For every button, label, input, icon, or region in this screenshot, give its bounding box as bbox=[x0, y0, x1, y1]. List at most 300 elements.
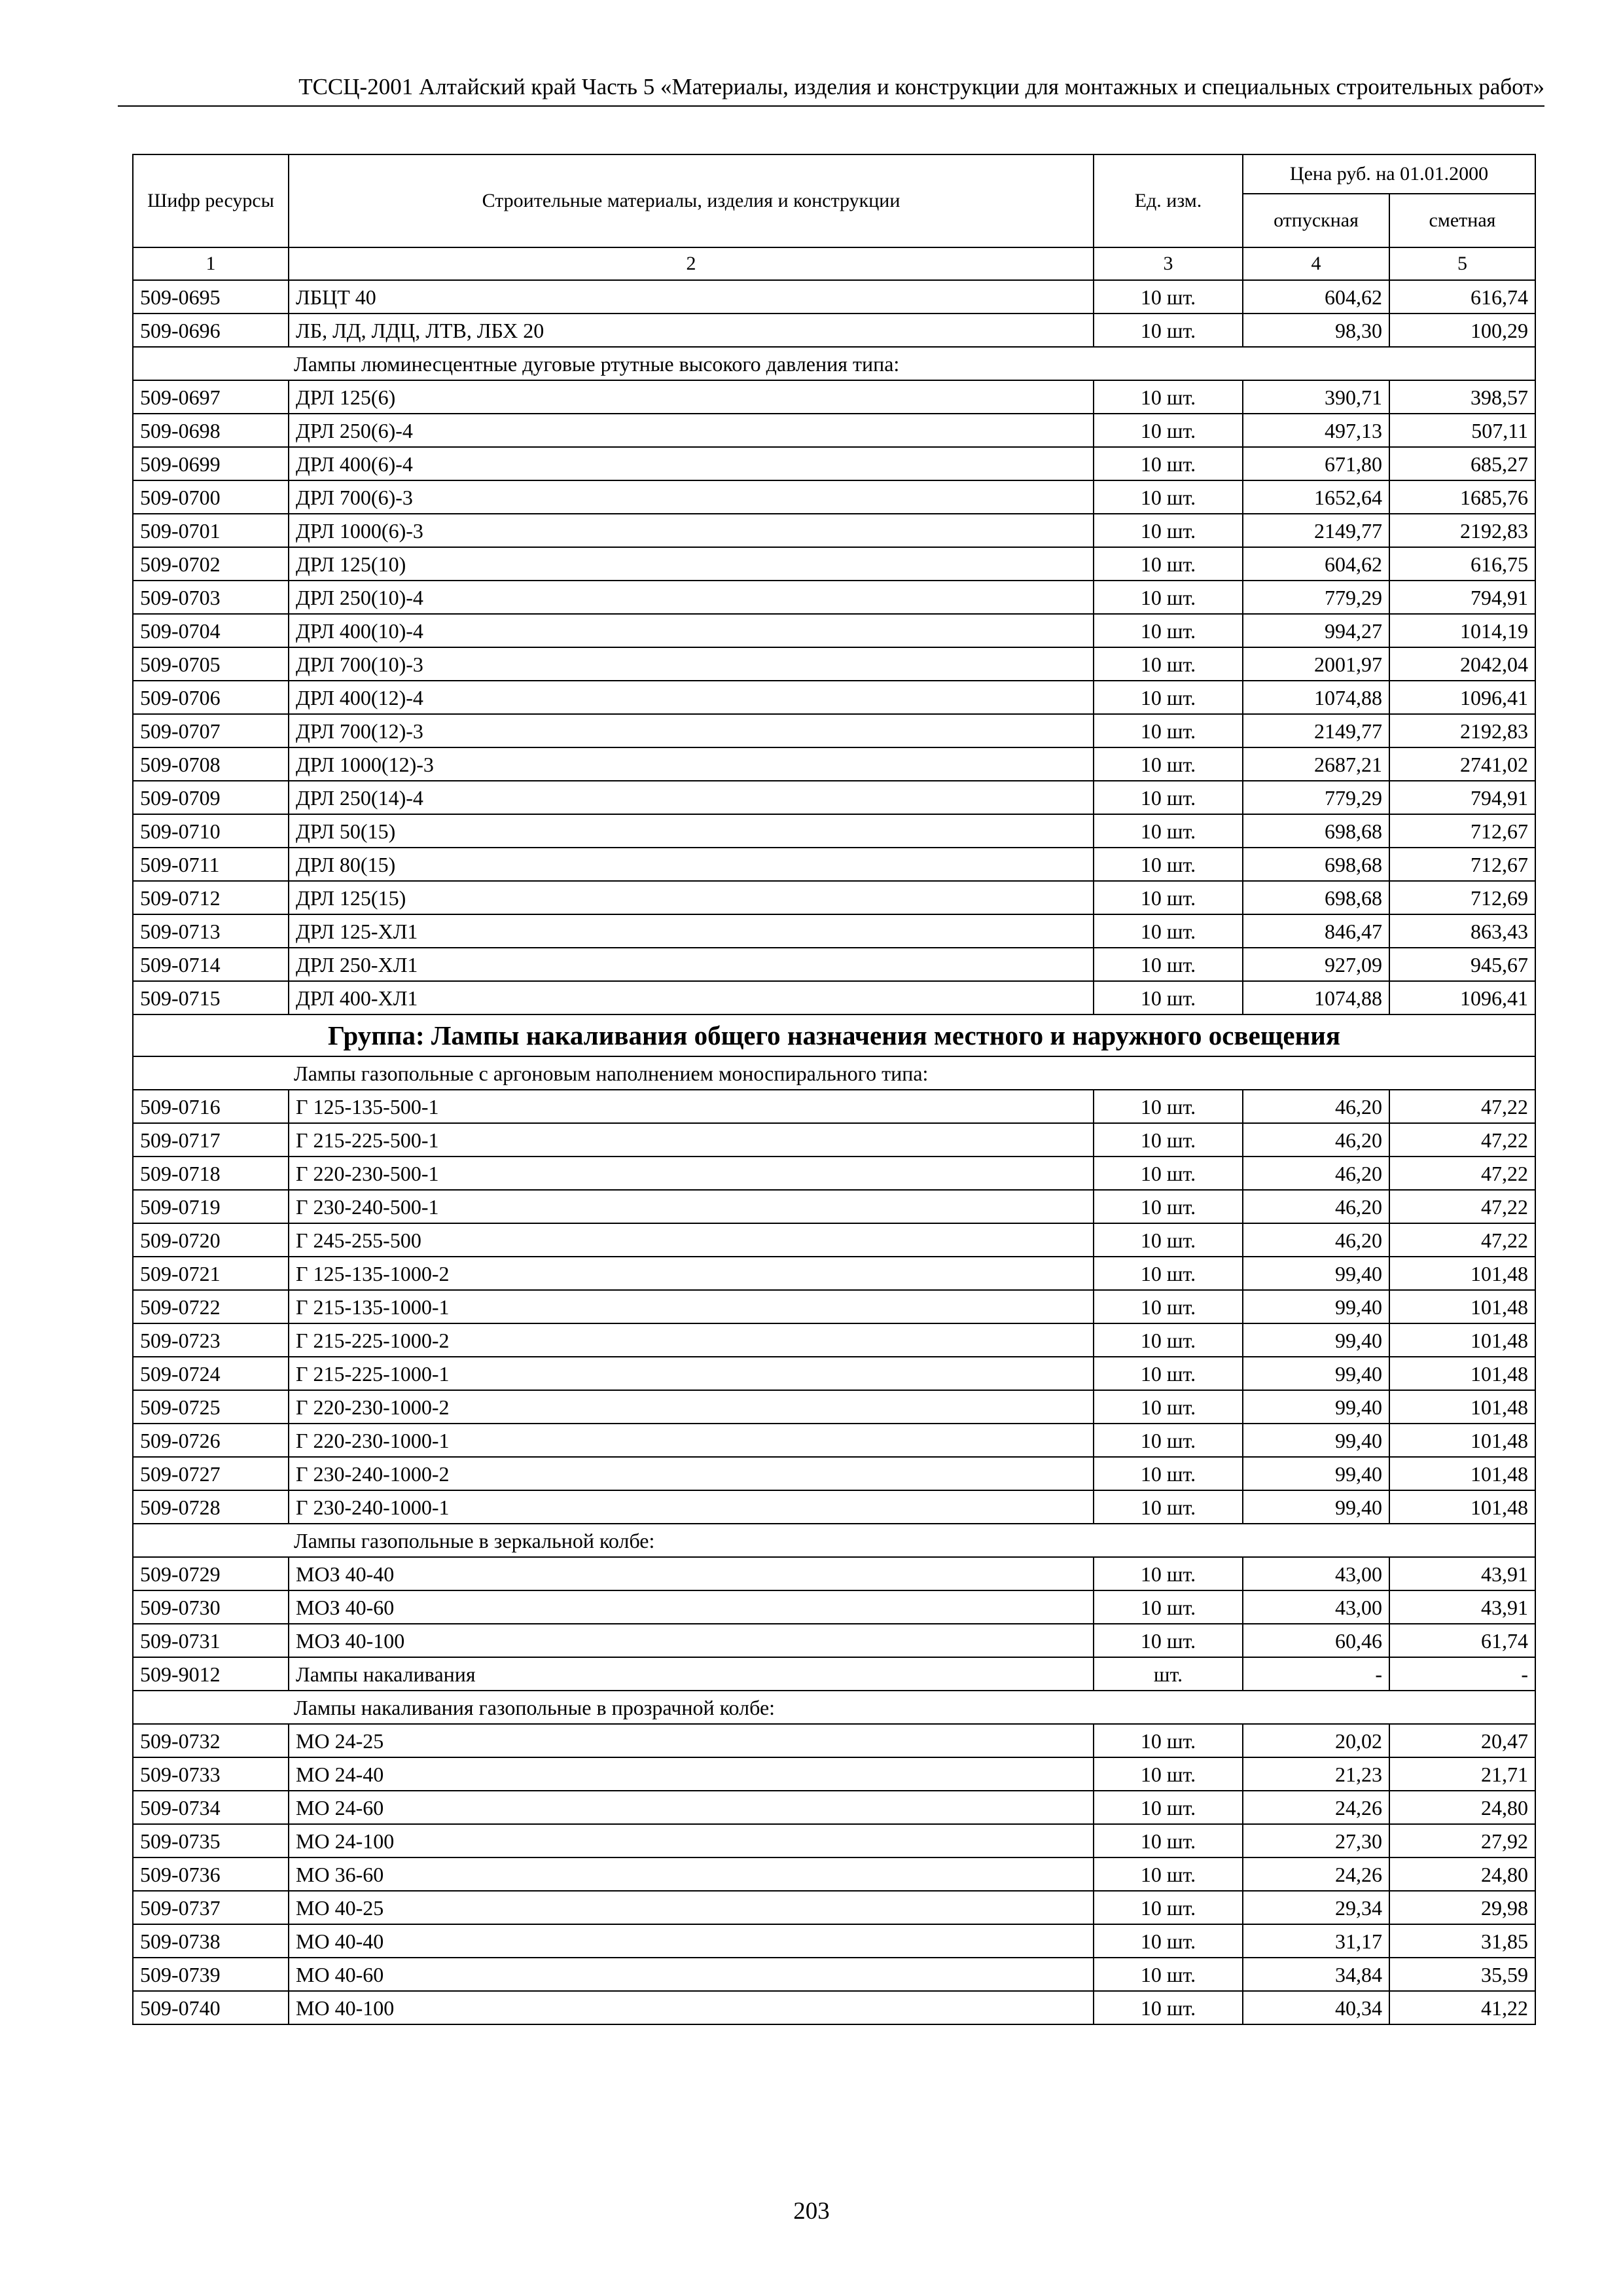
resource-code: 509-0728 bbox=[133, 1490, 289, 1524]
unit-cell: 10 шт. bbox=[1094, 1390, 1243, 1424]
release-price: 46,20 bbox=[1243, 1123, 1389, 1157]
table-row bbox=[133, 1490, 1535, 1524]
resource-code: 509-0718 bbox=[133, 1157, 289, 1190]
unit-cell: 10 шт. bbox=[1094, 581, 1243, 614]
unit-cell: 10 шт. bbox=[1094, 647, 1243, 681]
estimate-price: 100,29 bbox=[1389, 314, 1535, 347]
table-row bbox=[133, 1223, 1535, 1257]
estimate-price: 61,74 bbox=[1389, 1624, 1535, 1657]
material-name: Г 220-230-1000-1 bbox=[289, 1424, 1094, 1457]
resource-code: 509-0712 bbox=[133, 881, 289, 914]
subgroup-row bbox=[133, 1691, 1535, 1724]
release-price: 2001,97 bbox=[1243, 647, 1389, 681]
release-price: 927,09 bbox=[1243, 948, 1389, 981]
material-name: ЛБЦТ 40 bbox=[289, 280, 1094, 314]
table-row bbox=[133, 1123, 1535, 1157]
table-header bbox=[133, 154, 1535, 280]
table-row bbox=[133, 914, 1535, 948]
unit-cell: 10 шт. bbox=[1094, 881, 1243, 914]
resource-code: 509-0714 bbox=[133, 948, 289, 981]
material-name: МО 24-60 bbox=[289, 1791, 1094, 1824]
table-row bbox=[133, 1724, 1535, 1757]
estimate-price: 31,85 bbox=[1389, 1924, 1535, 1958]
unit-cell: 10 шт. bbox=[1094, 1357, 1243, 1390]
estimate-price: 712,69 bbox=[1389, 881, 1535, 914]
table-row bbox=[133, 314, 1535, 347]
release-price: 46,20 bbox=[1243, 1190, 1389, 1223]
material-name: МО 40-100 bbox=[289, 1991, 1094, 2024]
unit-cell: 10 шт. bbox=[1094, 1257, 1243, 1290]
release-price: 604,62 bbox=[1243, 547, 1389, 581]
resource-code: 509-0699 bbox=[133, 447, 289, 480]
resource-code: 509-0707 bbox=[133, 714, 289, 747]
unit-cell: 10 шт. bbox=[1094, 914, 1243, 948]
header-code: Шифр ресурсы bbox=[133, 154, 289, 247]
table-row bbox=[133, 881, 1535, 914]
table-row bbox=[133, 781, 1535, 814]
estimate-price: 1685,76 bbox=[1389, 480, 1535, 514]
release-price: 34,84 bbox=[1243, 1958, 1389, 1991]
table-row bbox=[133, 747, 1535, 781]
material-name: ДРЛ 700(10)-3 bbox=[289, 647, 1094, 681]
unit-cell: 10 шт. bbox=[1094, 480, 1243, 514]
estimate-price: 101,48 bbox=[1389, 1323, 1535, 1357]
material-name: ДРЛ 1000(12)-3 bbox=[289, 747, 1094, 781]
release-price: 99,40 bbox=[1243, 1457, 1389, 1490]
unit-cell: 10 шт. bbox=[1094, 1557, 1243, 1590]
table-row bbox=[133, 1958, 1535, 1991]
estimate-price: 101,48 bbox=[1389, 1424, 1535, 1457]
estimate-price: 101,48 bbox=[1389, 1290, 1535, 1323]
table-row bbox=[133, 1991, 1535, 2024]
group-title: Группа: Лампы накаливания общего назначения местного и наружного освещения bbox=[133, 1014, 1535, 1056]
table-row bbox=[133, 1924, 1535, 1958]
unit-cell: 10 шт. bbox=[1094, 781, 1243, 814]
subgroup-title: Лампы люминесцентные дуговые ртутные высокого давления типа: bbox=[133, 347, 1535, 380]
estimate-price: 945,67 bbox=[1389, 948, 1535, 981]
subgroup-row bbox=[133, 1524, 1535, 1557]
material-name: МОЗ 40-100 bbox=[289, 1624, 1094, 1657]
unit-cell: 10 шт. bbox=[1094, 948, 1243, 981]
estimate-price: 101,48 bbox=[1389, 1357, 1535, 1390]
subgroup-row bbox=[133, 347, 1535, 380]
release-price: 46,20 bbox=[1243, 1157, 1389, 1190]
unit-cell: 10 шт. bbox=[1094, 1857, 1243, 1891]
release-price: 99,40 bbox=[1243, 1357, 1389, 1390]
resource-code: 509-0702 bbox=[133, 547, 289, 581]
release-price: 99,40 bbox=[1243, 1490, 1389, 1524]
table-row bbox=[133, 547, 1535, 581]
table-row bbox=[133, 1857, 1535, 1891]
table-row bbox=[133, 1457, 1535, 1490]
table-row bbox=[133, 581, 1535, 614]
resource-code: 509-0730 bbox=[133, 1590, 289, 1624]
material-name: ДРЛ 400(6)-4 bbox=[289, 447, 1094, 480]
table-row bbox=[133, 681, 1535, 714]
release-price: 46,20 bbox=[1243, 1223, 1389, 1257]
material-name: МО 36-60 bbox=[289, 1857, 1094, 1891]
estimate-price: 794,91 bbox=[1389, 581, 1535, 614]
release-price: 846,47 bbox=[1243, 914, 1389, 948]
material-name: ДРЛ 125(6) bbox=[289, 380, 1094, 414]
table-row bbox=[133, 414, 1535, 447]
resource-code: 509-0739 bbox=[133, 1958, 289, 1991]
table-row bbox=[133, 1357, 1535, 1390]
resource-code: 509-0732 bbox=[133, 1724, 289, 1757]
release-price: 27,30 bbox=[1243, 1824, 1389, 1857]
table-row bbox=[133, 1090, 1535, 1123]
release-price: 994,27 bbox=[1243, 614, 1389, 647]
unit-cell: 10 шт. bbox=[1094, 547, 1243, 581]
release-price: 779,29 bbox=[1243, 781, 1389, 814]
estimate-price: 27,92 bbox=[1389, 1824, 1535, 1857]
resource-code: 509-0698 bbox=[133, 414, 289, 447]
table-row bbox=[133, 1891, 1535, 1924]
release-price: - bbox=[1243, 1657, 1389, 1691]
estimate-price: 20,47 bbox=[1389, 1724, 1535, 1757]
table-row bbox=[133, 647, 1535, 681]
estimate-price: 47,22 bbox=[1389, 1223, 1535, 1257]
estimate-price: 2192,83 bbox=[1389, 514, 1535, 547]
table-row bbox=[133, 1590, 1535, 1624]
table-row bbox=[133, 1290, 1535, 1323]
resource-code: 509-0710 bbox=[133, 814, 289, 848]
release-price: 20,02 bbox=[1243, 1724, 1389, 1757]
estimate-price: 2192,83 bbox=[1389, 714, 1535, 747]
unit-cell: 10 шт. bbox=[1094, 1924, 1243, 1958]
table-row bbox=[133, 1624, 1535, 1657]
resource-code: 509-0735 bbox=[133, 1824, 289, 1857]
release-price: 46,20 bbox=[1243, 1090, 1389, 1123]
material-name: МО 40-40 bbox=[289, 1924, 1094, 1958]
material-name: Г 220-230-500-1 bbox=[289, 1157, 1094, 1190]
estimate-price: 1096,41 bbox=[1389, 681, 1535, 714]
table-row bbox=[133, 1657, 1535, 1691]
material-name: ДРЛ 50(15) bbox=[289, 814, 1094, 848]
material-name: МО 24-100 bbox=[289, 1824, 1094, 1857]
column-number: 5 bbox=[1389, 247, 1535, 280]
estimate-price: 863,43 bbox=[1389, 914, 1535, 948]
table-row bbox=[133, 1257, 1535, 1290]
resource-code: 509-0703 bbox=[133, 581, 289, 614]
material-name: Г 245-255-500 bbox=[289, 1223, 1094, 1257]
unit-cell: 10 шт. bbox=[1094, 1457, 1243, 1490]
resource-code: 509-0715 bbox=[133, 981, 289, 1014]
release-price: 671,80 bbox=[1243, 447, 1389, 480]
resource-code: 509-0719 bbox=[133, 1190, 289, 1223]
resource-code: 509-0704 bbox=[133, 614, 289, 647]
resource-code: 509-0734 bbox=[133, 1791, 289, 1824]
material-name: ДРЛ 400(12)-4 bbox=[289, 681, 1094, 714]
unit-cell: 10 шт. bbox=[1094, 714, 1243, 747]
table-row bbox=[133, 1157, 1535, 1190]
resource-code: 509-0697 bbox=[133, 380, 289, 414]
unit-cell: 10 шт. bbox=[1094, 380, 1243, 414]
estimate-price: 24,80 bbox=[1389, 1791, 1535, 1824]
unit-cell: 10 шт. bbox=[1094, 1724, 1243, 1757]
release-price: 43,00 bbox=[1243, 1557, 1389, 1590]
estimate-price: - bbox=[1389, 1657, 1535, 1691]
table-row bbox=[133, 447, 1535, 480]
unit-cell: 10 шт. bbox=[1094, 1624, 1243, 1657]
resource-code: 509-0721 bbox=[133, 1257, 289, 1290]
release-price: 390,71 bbox=[1243, 380, 1389, 414]
material-name: ДРЛ 80(15) bbox=[289, 848, 1094, 881]
estimate-price: 794,91 bbox=[1389, 781, 1535, 814]
release-price: 21,23 bbox=[1243, 1757, 1389, 1791]
resource-code: 509-0729 bbox=[133, 1557, 289, 1590]
release-price: 99,40 bbox=[1243, 1323, 1389, 1357]
estimate-price: 2741,02 bbox=[1389, 747, 1535, 781]
release-price: 24,26 bbox=[1243, 1791, 1389, 1824]
resource-code: 509-0737 bbox=[133, 1891, 289, 1924]
column-number: 2 bbox=[289, 247, 1094, 280]
unit-cell: 10 шт. bbox=[1094, 1791, 1243, 1824]
unit-cell: 10 шт. bbox=[1094, 514, 1243, 547]
resource-code: 509-0733 bbox=[133, 1757, 289, 1791]
resource-code: 509-0696 bbox=[133, 314, 289, 347]
material-name: Г 220-230-1000-2 bbox=[289, 1390, 1094, 1424]
estimate-price: 101,48 bbox=[1389, 1457, 1535, 1490]
unit-cell: 10 шт. bbox=[1094, 1424, 1243, 1457]
resource-code: 509-0725 bbox=[133, 1390, 289, 1424]
column-number: 3 bbox=[1094, 247, 1243, 280]
release-price: 2149,77 bbox=[1243, 514, 1389, 547]
resource-code: 509-0731 bbox=[133, 1624, 289, 1657]
material-name: МОЗ 40-40 bbox=[289, 1557, 1094, 1590]
release-price: 29,34 bbox=[1243, 1891, 1389, 1924]
resource-code: 509-0700 bbox=[133, 480, 289, 514]
unit-cell: 10 шт. bbox=[1094, 614, 1243, 647]
material-name: МОЗ 40-60 bbox=[289, 1590, 1094, 1624]
estimate-price: 43,91 bbox=[1389, 1590, 1535, 1624]
header-estimate: сметная bbox=[1389, 194, 1535, 247]
table-row bbox=[133, 1424, 1535, 1457]
estimate-price: 47,22 bbox=[1389, 1190, 1535, 1223]
release-price: 43,00 bbox=[1243, 1590, 1389, 1624]
release-price: 779,29 bbox=[1243, 581, 1389, 614]
table-body bbox=[133, 280, 1535, 2024]
release-price: 99,40 bbox=[1243, 1424, 1389, 1457]
unit-cell: шт. bbox=[1094, 1657, 1243, 1691]
running-header: ТССЦ-2001 Алтайский край Часть 5 «Материалы, изделия и конструкции для монтажных и специальных строительных работ» bbox=[298, 74, 1544, 99]
material-name: Г 215-225-1000-1 bbox=[289, 1357, 1094, 1390]
material-name: Г 215-225-1000-2 bbox=[289, 1323, 1094, 1357]
table-row bbox=[133, 814, 1535, 848]
header-unit: Ед. изм. bbox=[1094, 154, 1243, 247]
release-price: 31,17 bbox=[1243, 1924, 1389, 1958]
release-price: 40,34 bbox=[1243, 1991, 1389, 2024]
resource-code: 509-0711 bbox=[133, 848, 289, 881]
subgroup-title: Лампы газопольные в зеркальной колбе: bbox=[133, 1524, 1535, 1557]
table-row bbox=[133, 380, 1535, 414]
unit-cell: 10 шт. bbox=[1094, 681, 1243, 714]
resource-code: 509-0713 bbox=[133, 914, 289, 948]
resource-code: 509-0720 bbox=[133, 1223, 289, 1257]
estimate-price: 43,91 bbox=[1389, 1557, 1535, 1590]
estimate-price: 712,67 bbox=[1389, 814, 1535, 848]
estimate-price: 47,22 bbox=[1389, 1157, 1535, 1190]
unit-cell: 10 шт. bbox=[1094, 814, 1243, 848]
release-price: 99,40 bbox=[1243, 1390, 1389, 1424]
release-price: 2687,21 bbox=[1243, 747, 1389, 781]
material-name: ДРЛ 125(10) bbox=[289, 547, 1094, 581]
unit-cell: 10 шт. bbox=[1094, 1090, 1243, 1123]
material-name: ДРЛ 400-ХЛ1 bbox=[289, 981, 1094, 1014]
resource-code: 509-0716 bbox=[133, 1090, 289, 1123]
table-row bbox=[133, 1824, 1535, 1857]
table-row bbox=[133, 1323, 1535, 1357]
material-name: ДРЛ 700(12)-3 bbox=[289, 714, 1094, 747]
material-name: ЛБ, ЛД, ЛДЦ, ЛТВ, ЛБХ 20 bbox=[289, 314, 1094, 347]
estimate-price: 616,75 bbox=[1389, 547, 1535, 581]
release-price: 1652,64 bbox=[1243, 480, 1389, 514]
resource-code: 509-0727 bbox=[133, 1457, 289, 1490]
unit-cell: 10 шт. bbox=[1094, 1323, 1243, 1357]
resource-code: 509-0709 bbox=[133, 781, 289, 814]
resource-code: 509-0740 bbox=[133, 1991, 289, 2024]
unit-cell: 10 шт. bbox=[1094, 981, 1243, 1014]
estimate-price: 47,22 bbox=[1389, 1090, 1535, 1123]
material-name: МО 24-40 bbox=[289, 1757, 1094, 1791]
resource-code: 509-0726 bbox=[133, 1424, 289, 1457]
unit-cell: 10 шт. bbox=[1094, 280, 1243, 314]
unit-cell: 10 шт. bbox=[1094, 314, 1243, 347]
header-release: отпускная bbox=[1243, 194, 1389, 247]
material-name: ДРЛ 250(14)-4 bbox=[289, 781, 1094, 814]
material-name: Г 230-240-1000-2 bbox=[289, 1457, 1094, 1490]
estimate-price: 29,98 bbox=[1389, 1891, 1535, 1924]
estimate-price: 41,22 bbox=[1389, 1991, 1535, 2024]
unit-cell: 10 шт. bbox=[1094, 1290, 1243, 1323]
table-row bbox=[133, 714, 1535, 747]
subgroup-title: Лампы накаливания газопольные в прозрачной колбе: bbox=[133, 1691, 1535, 1724]
table-row bbox=[133, 1757, 1535, 1791]
material-name: ДРЛ 1000(6)-3 bbox=[289, 514, 1094, 547]
material-name: Г 215-135-1000-1 bbox=[289, 1290, 1094, 1323]
release-price: 24,26 bbox=[1243, 1857, 1389, 1891]
unit-cell: 10 шт. bbox=[1094, 1757, 1243, 1791]
header-rule bbox=[118, 105, 1544, 107]
resource-code: 509-0717 bbox=[133, 1123, 289, 1157]
table-row bbox=[133, 848, 1535, 881]
material-name: ДРЛ 250(10)-4 bbox=[289, 581, 1094, 614]
estimate-price: 1014,19 bbox=[1389, 614, 1535, 647]
release-price: 604,62 bbox=[1243, 280, 1389, 314]
material-name: ДРЛ 125(15) bbox=[289, 881, 1094, 914]
unit-cell: 10 шт. bbox=[1094, 848, 1243, 881]
material-name: Г 230-240-500-1 bbox=[289, 1190, 1094, 1223]
unit-cell: 10 шт. bbox=[1094, 414, 1243, 447]
table-row bbox=[133, 1390, 1535, 1424]
release-price: 698,68 bbox=[1243, 848, 1389, 881]
unit-cell: 10 шт. bbox=[1094, 1223, 1243, 1257]
header-price: Цена руб. на 01.01.2000 bbox=[1243, 154, 1535, 194]
resource-code: 509-0738 bbox=[133, 1924, 289, 1958]
column-number: 1 bbox=[133, 247, 289, 280]
estimate-price: 35,59 bbox=[1389, 1958, 1535, 1991]
estimate-price: 101,48 bbox=[1389, 1390, 1535, 1424]
resource-code: 509-0724 bbox=[133, 1357, 289, 1390]
resource-code: 509-0708 bbox=[133, 747, 289, 781]
estimate-price: 24,80 bbox=[1389, 1857, 1535, 1891]
material-name: Лампы накаливания bbox=[289, 1657, 1094, 1691]
estimate-price: 616,74 bbox=[1389, 280, 1535, 314]
unit-cell: 10 шт. bbox=[1094, 1123, 1243, 1157]
unit-cell: 10 шт. bbox=[1094, 747, 1243, 781]
resource-code: 509-0705 bbox=[133, 647, 289, 681]
unit-cell: 10 шт. bbox=[1094, 1824, 1243, 1857]
table-row bbox=[133, 480, 1535, 514]
table-row bbox=[133, 948, 1535, 981]
unit-cell: 10 шт. bbox=[1094, 1991, 1243, 2024]
resource-code: 509-0722 bbox=[133, 1290, 289, 1323]
table-row bbox=[133, 981, 1535, 1014]
release-price: 1074,88 bbox=[1243, 981, 1389, 1014]
material-name: МО 40-60 bbox=[289, 1958, 1094, 1991]
resource-code: 509-0695 bbox=[133, 280, 289, 314]
release-price: 497,13 bbox=[1243, 414, 1389, 447]
material-name: Г 215-225-500-1 bbox=[289, 1123, 1094, 1157]
material-name: ДРЛ 125-ХЛ1 bbox=[289, 914, 1094, 948]
unit-cell: 10 шт. bbox=[1094, 447, 1243, 480]
resource-code: 509-0723 bbox=[133, 1323, 289, 1357]
unit-cell: 10 шт. bbox=[1094, 1190, 1243, 1223]
price-table bbox=[132, 154, 1536, 2025]
group-row bbox=[133, 1014, 1535, 1056]
estimate-price: 507,11 bbox=[1389, 414, 1535, 447]
unit-cell: 10 шт. bbox=[1094, 1590, 1243, 1624]
subgroup-row bbox=[133, 1056, 1535, 1090]
release-price: 1074,88 bbox=[1243, 681, 1389, 714]
release-price: 60,46 bbox=[1243, 1624, 1389, 1657]
resource-code: 509-0736 bbox=[133, 1857, 289, 1891]
estimate-price: 21,71 bbox=[1389, 1757, 1535, 1791]
material-name: МО 40-25 bbox=[289, 1891, 1094, 1924]
estimate-price: 47,22 bbox=[1389, 1123, 1535, 1157]
estimate-price: 2042,04 bbox=[1389, 647, 1535, 681]
estimate-price: 1096,41 bbox=[1389, 981, 1535, 1014]
unit-cell: 10 шт. bbox=[1094, 1490, 1243, 1524]
material-name: ДРЛ 250-ХЛ1 bbox=[289, 948, 1094, 981]
estimate-price: 101,48 bbox=[1389, 1257, 1535, 1290]
material-name: ДРЛ 400(10)-4 bbox=[289, 614, 1094, 647]
material-name: Г 125-135-1000-2 bbox=[289, 1257, 1094, 1290]
table-row bbox=[133, 280, 1535, 314]
release-price: 99,40 bbox=[1243, 1290, 1389, 1323]
release-price: 99,40 bbox=[1243, 1257, 1389, 1290]
material-name: Г 125-135-500-1 bbox=[289, 1090, 1094, 1123]
release-price: 98,30 bbox=[1243, 314, 1389, 347]
subgroup-title: Лампы газопольные с аргоновым наполнением моноспирального типа: bbox=[133, 1056, 1535, 1090]
unit-cell: 10 шт. bbox=[1094, 1891, 1243, 1924]
release-price: 698,68 bbox=[1243, 881, 1389, 914]
estimate-price: 712,67 bbox=[1389, 848, 1535, 881]
table-row bbox=[133, 1190, 1535, 1223]
table-row bbox=[133, 1557, 1535, 1590]
unit-cell: 10 шт. bbox=[1094, 1958, 1243, 1991]
estimate-price: 685,27 bbox=[1389, 447, 1535, 480]
resource-code: 509-9012 bbox=[133, 1657, 289, 1691]
column-number: 4 bbox=[1243, 247, 1389, 280]
material-name: Г 230-240-1000-1 bbox=[289, 1490, 1094, 1524]
estimate-price: 398,57 bbox=[1389, 380, 1535, 414]
resource-code: 509-0701 bbox=[133, 514, 289, 547]
estimate-price: 101,48 bbox=[1389, 1490, 1535, 1524]
table-row bbox=[133, 614, 1535, 647]
table-row bbox=[133, 1791, 1535, 1824]
resource-code: 509-0706 bbox=[133, 681, 289, 714]
